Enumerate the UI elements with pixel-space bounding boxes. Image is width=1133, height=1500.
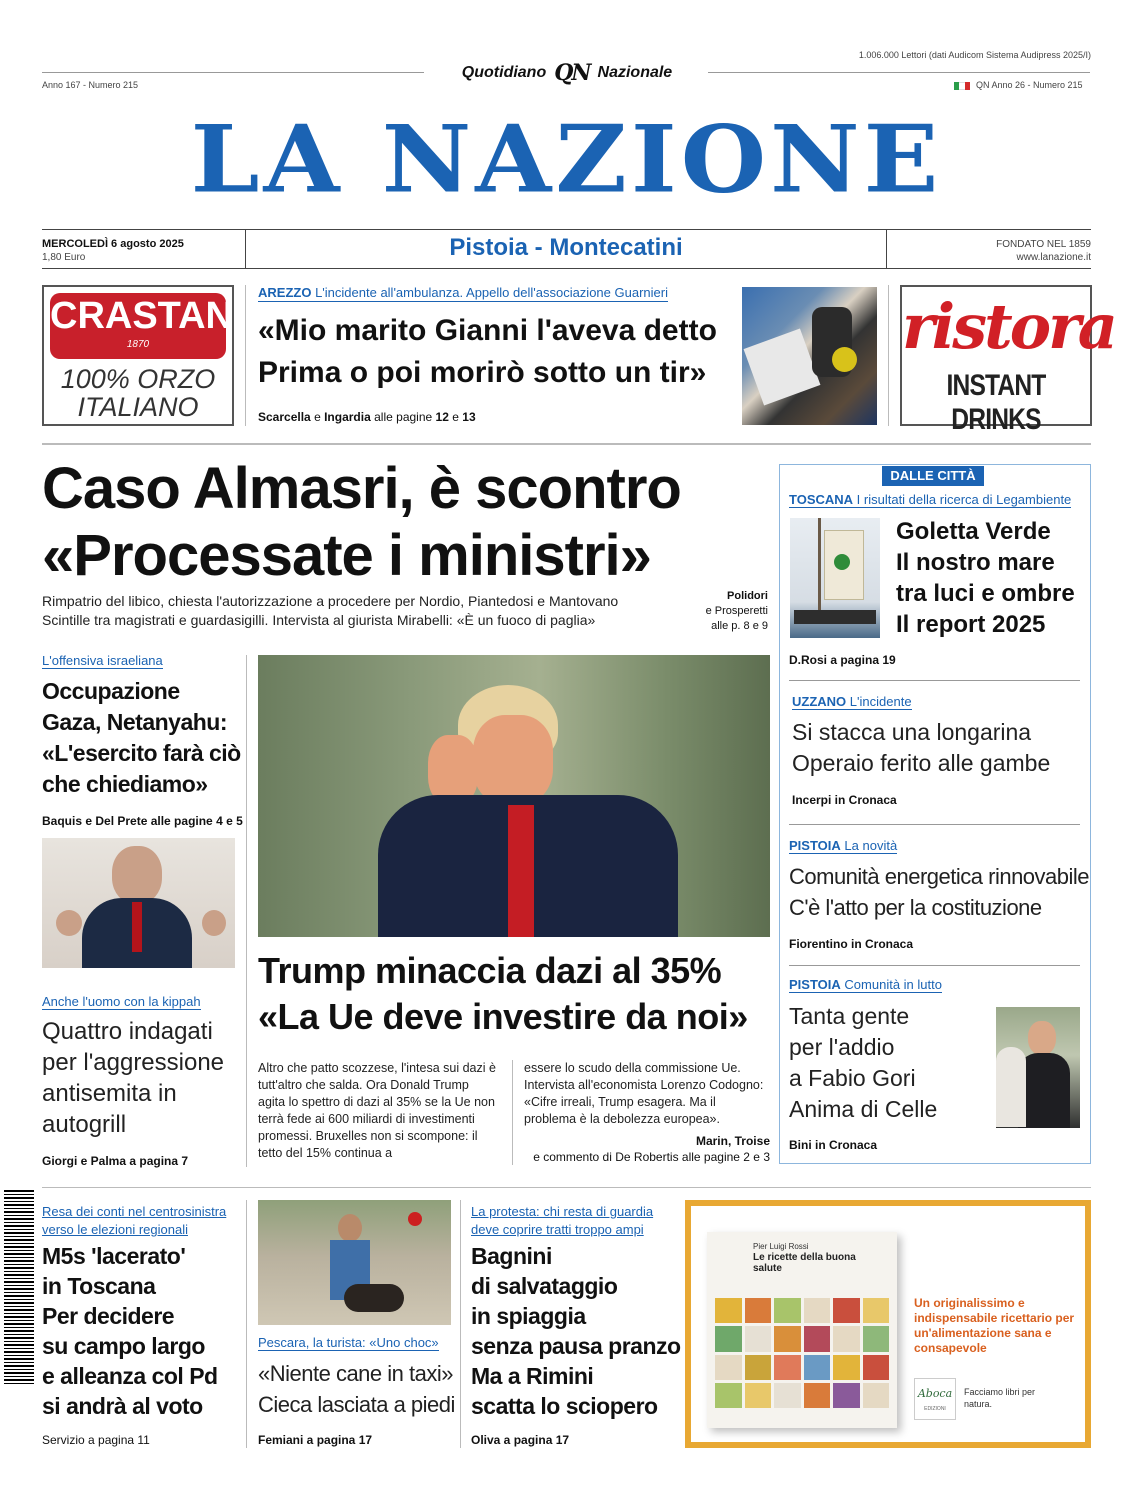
taxi-kicker: Pescara, la turista: «Uno choc» [258,1335,439,1350]
aboca-ad[interactable]: Pier Luigi Rossi Le ricette della buona salute Un originalissimo e indispensabile ricettario per un'alimentazione sana e consapevole Aboca EDIZIONI Facciamo libri per natura. [685,1200,1091,1448]
qn-logo: QN [554,60,590,86]
sidebar-label: DALLE CITTÀ [882,466,984,486]
trump-headline-2[interactable]: «La Ue deve investire da noi» [258,996,748,1037]
s4-byline: Bini in Cronaca [789,1138,878,1152]
trump-body-col2: essere lo scudo della commissione Ue. Intervista all'economista Lorenzo Codogno: «Cifre irreali, Trump esagera. Ma il problema è la debolezza europea». [524,1061,764,1126]
goletta-verde-photo [790,518,880,638]
website-link[interactable]: www.lanazione.it [1016,252,1091,263]
taxi-headline[interactable]: «Niente cane in taxi» Cieca lasciata a piedi [258,1361,455,1417]
qn-right-label: Nazionale [597,64,673,81]
trump-byline-2: e commento di De Robertis alle pagine 2 e 3 [533,1150,770,1164]
aboca-logo: Aboca EDIZIONI [914,1378,956,1420]
s1-byline: D.Rosi a pagina 19 [789,653,896,667]
s3-byline: Fiorentino in Cronaca [789,937,914,951]
taxi-byline: Femiani a pagina 17 [258,1433,373,1447]
top-story-headline-2[interactable]: Prima o poi morirò sotto un tir» [258,356,707,389]
issue-price: 1,80 Euro [42,252,86,263]
lead-summary-2: Scintille tra magistrati e guardasigilli. Intervista al giurista Mirabelli: «È un fuoco di paglia» [42,612,596,628]
bagnini-byline: Oliva a pagina 17 [471,1433,570,1447]
blind-tourist-photo [258,1200,451,1325]
m5s-byline: Servizio a pagina 11 [42,1433,150,1447]
trump-photo [258,655,770,937]
gaza-headline[interactable]: Occupazione Gaza, Netanyahu: «L'esercito farà ciò che chiediamo» [42,678,241,797]
s4-kicker: PISTOIA Comunità in lutto [789,977,942,992]
s3-kicker: PISTOIA La novità [789,838,898,853]
edition-name: Pistoia - Montecatini [449,234,683,261]
founded-note: FONDATO NEL 1859 [996,239,1091,250]
trump-headline-1[interactable]: Trump minaccia dazi al 35% [258,950,722,991]
top-story-headline-1[interactable]: «Mio marito Gianni l'aveva detto [258,314,717,347]
bagnini-headline[interactable]: Bagnini di salvataggio in spiaggia senza pausa pranzo Ma a Rimini scatta lo sciopero [471,1243,681,1419]
m5s-headline[interactable]: M5s 'lacerato' in Toscana Per decidere su campo largo e alleanza col Pd si andrà al voto [42,1243,218,1419]
barcode [4,1190,34,1385]
aboca-book-cover: Pier Luigi Rossi Le ricette della buona salute [707,1232,897,1428]
qn-left-label: Quotidiano [461,64,547,81]
kippah-byline: Giorgi e Palma a pagina 7 [42,1154,189,1168]
lead-summary-1: Rimpatrio del libico, chiesta l'autorizzazione a procedere per Nordio, Piantedosi e Mantovano [42,593,619,609]
gaza-kicker: L'offensiva israeliana [42,653,163,668]
s1-kicker: TOSCANA I risultati della ricerca di Legambiente [789,492,1072,507]
crastan-ad[interactable]: CRASTAN 1870 100% ORZO ITALIANO [42,285,234,426]
qn-issue-number: QN Anno 26 - Numero 215 [976,80,1083,90]
kippah-headline[interactable]: Quattro indagati per l'aggressione antisemita in autogrill [42,1018,225,1138]
issue-date: MERCOLEDÌ 6 agosto 2025 [42,238,184,250]
s2-byline: Incerpi in Cronaca [792,793,897,807]
top-story-kicker: AREZZO L'incidente all'ambulanza. Appello dell'associazione Guarnieri [258,285,668,300]
lead-byline: Polidori e Prosperetti alle p. 8 e 9 [705,590,768,632]
italy-flag-icon [954,82,970,90]
s1-headline[interactable]: Goletta Verde Il nostro mare tra luci e ombre Il report 2025 [896,518,1075,638]
s3-headline[interactable]: Comunità energetica rinnovabile C'è l'atto per la costituzione [789,864,1090,920]
ristora-ad[interactable]: ristora INSTANT DRINKS [900,285,1092,426]
top-story-byline: Scarcella e Ingardia alle pagine 12 e 13 [258,410,476,424]
issue-number: Anno 167 - Numero 215 [42,80,139,90]
qn-banner [432,60,702,86]
gaza-byline: Baquis e Del Prete alle pagine 4 e 5 [42,814,243,828]
readers-note: 1.006.000 Lettori (dati Audicom Sistema Audipress 2025/I) [858,50,1091,60]
ambulance-photo [742,287,877,425]
netanyahu-photo [42,838,235,968]
lead-headline-1[interactable]: Caso Almasri, è scontro [42,456,681,521]
lead-headline-2[interactable]: «Processate i ministri» [42,523,651,588]
trump-body-col1: Altro che patto scozzese, l'intesa sui dazi è tutt'altro che salda. Ora Donald Trump agita lo spettro di dazi al 35% se la Ue non terrà fede ai 600 miliardi di investimenti promessi. Bruxelles non si scompone: il tetto del 15% continua a [258,1061,496,1160]
s2-headline[interactable]: Si stacca una longarina Operaio ferito alle gambe [792,719,1051,776]
crastan-logo: CRASTAN 1870 [50,293,226,359]
s2-kicker: UZZANO L'incidente [792,694,912,709]
kippah-kicker: Anche l'uomo con la kippah [42,994,201,1009]
bagnini-kicker: La protesta: chi resta di guardia deve coprire tratti troppo ampi [471,1204,654,1237]
trump-byline-1: Marin, Troise [695,1134,770,1148]
fabio-gori-photo [996,1007,1080,1128]
m5s-kicker: Resa dei conti nel centrosinistra verso le elezioni regionali [42,1204,227,1237]
newspaper-title: LA NAZIONE [190,104,943,215]
s4-headline[interactable]: Tanta gente per l'addio a Fabio Gori Anima di Celle [789,1003,938,1122]
